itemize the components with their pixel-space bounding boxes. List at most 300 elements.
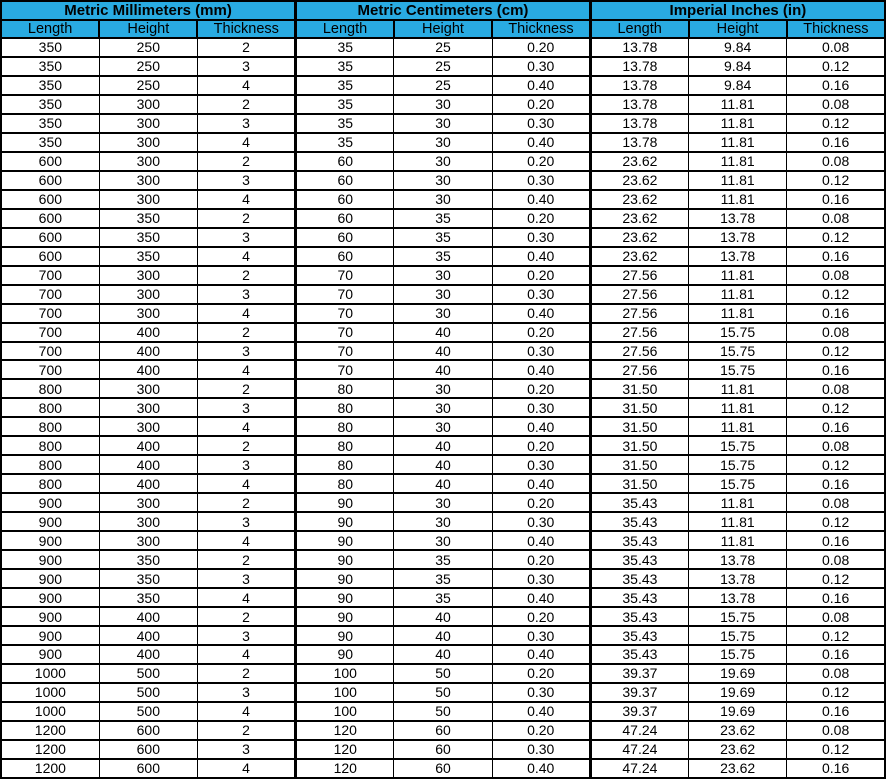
table-cell: 0.30 xyxy=(492,398,590,417)
table-cell: 600 xyxy=(1,228,99,247)
table-cell: 0.20 xyxy=(492,379,590,398)
table-cell: 23.62 xyxy=(590,171,688,190)
table-cell: 9.84 xyxy=(689,76,787,95)
table-cell: 800 xyxy=(1,398,99,417)
table-cell: 400 xyxy=(99,323,197,342)
table-cell: 3 xyxy=(197,285,295,304)
table-cell: 80 xyxy=(296,436,394,455)
table-cell: 120 xyxy=(296,721,394,740)
table-cell: 25 xyxy=(394,76,492,95)
table-cell: 0.30 xyxy=(492,512,590,531)
table-cell: 40 xyxy=(394,626,492,645)
table-cell: 80 xyxy=(296,398,394,417)
table-cell: 1200 xyxy=(1,721,99,740)
table-cell: 15.75 xyxy=(689,360,787,379)
table-cell: 800 xyxy=(1,474,99,493)
table-cell: 40 xyxy=(394,323,492,342)
table-cell: 25 xyxy=(394,57,492,76)
table-cell: 11.81 xyxy=(689,417,787,436)
table-cell: 0.30 xyxy=(492,228,590,247)
table-cell: 0.16 xyxy=(787,133,885,152)
table-cell: 13.78 xyxy=(590,57,688,76)
table-cell: 0.08 xyxy=(787,493,885,512)
table-cell: 300 xyxy=(99,171,197,190)
table-cell: 60 xyxy=(394,740,492,759)
table-cell: 350 xyxy=(1,133,99,152)
table-cell: 23.62 xyxy=(689,740,787,759)
table-cell: 3 xyxy=(197,569,295,588)
table-cell: 0.30 xyxy=(492,171,590,190)
table-cell: 60 xyxy=(296,209,394,228)
table-cell: 39.37 xyxy=(590,702,688,721)
table-cell: 11.81 xyxy=(689,285,787,304)
table-cell: 11.81 xyxy=(689,304,787,323)
table-cell: 27.56 xyxy=(590,342,688,361)
table-cell: 0.30 xyxy=(492,683,590,702)
table-cell: 0.30 xyxy=(492,342,590,361)
table-header xyxy=(1,1,885,38)
table-cell: 40 xyxy=(394,607,492,626)
table-cell: 500 xyxy=(99,664,197,683)
table-cell: 0.40 xyxy=(492,247,590,266)
table-cell: 15.75 xyxy=(689,342,787,361)
table-cell: 70 xyxy=(296,323,394,342)
table-cell: 15.75 xyxy=(689,323,787,342)
table-cell: 11.81 xyxy=(689,398,787,417)
table-cell: 35.43 xyxy=(590,512,688,531)
table-cell: 90 xyxy=(296,645,394,664)
table-cell: 0.30 xyxy=(492,626,590,645)
table-cell: 0.16 xyxy=(787,702,885,721)
table-cell: 0.16 xyxy=(787,76,885,95)
table-cell: 70 xyxy=(296,285,394,304)
column-header-in-length: Length xyxy=(590,20,688,38)
table-cell: 0.12 xyxy=(787,228,885,247)
table-cell: 400 xyxy=(99,436,197,455)
table-cell: 0.40 xyxy=(492,417,590,436)
table-cell: 0.16 xyxy=(787,247,885,266)
table-cell: 13.78 xyxy=(689,209,787,228)
table-cell: 0.30 xyxy=(492,455,590,474)
table-cell: 23.62 xyxy=(590,152,688,171)
table-row xyxy=(1,436,885,455)
table-cell: 0.16 xyxy=(787,531,885,550)
table-cell: 4 xyxy=(197,76,295,95)
table-cell: 2 xyxy=(197,95,295,114)
table-cell: 0.08 xyxy=(787,550,885,569)
table-cell: 0.40 xyxy=(492,645,590,664)
table-cell: 500 xyxy=(99,683,197,702)
table-cell: 4 xyxy=(197,474,295,493)
table-cell: 15.75 xyxy=(689,626,787,645)
table-cell: 0.16 xyxy=(787,190,885,209)
table-cell: 39.37 xyxy=(590,683,688,702)
table-cell: 23.62 xyxy=(590,228,688,247)
table-cell: 900 xyxy=(1,645,99,664)
column-header-in-height: Height xyxy=(689,20,787,38)
table-row xyxy=(1,702,885,721)
table-cell: 2 xyxy=(197,323,295,342)
table-cell: 4 xyxy=(197,247,295,266)
column-header-row xyxy=(1,20,885,38)
table-cell: 0.20 xyxy=(492,436,590,455)
table-cell: 60 xyxy=(296,247,394,266)
table-cell: 11.81 xyxy=(689,493,787,512)
table-cell: 35.43 xyxy=(590,569,688,588)
table-cell: 3 xyxy=(197,455,295,474)
table-cell: 35.43 xyxy=(590,493,688,512)
table-cell: 2 xyxy=(197,664,295,683)
table-cell: 250 xyxy=(99,38,197,57)
table-cell: 350 xyxy=(99,209,197,228)
table-cell: 9.84 xyxy=(689,38,787,57)
table-cell: 35 xyxy=(394,569,492,588)
table-cell: 35.43 xyxy=(590,550,688,569)
table-cell: 30 xyxy=(394,512,492,531)
table-cell: 2 xyxy=(197,209,295,228)
table-cell: 400 xyxy=(99,626,197,645)
table-cell: 700 xyxy=(1,285,99,304)
table-cell: 100 xyxy=(296,664,394,683)
table-row xyxy=(1,645,885,664)
table-cell: 0.12 xyxy=(787,171,885,190)
table-cell: 80 xyxy=(296,474,394,493)
table-cell: 300 xyxy=(99,531,197,550)
column-header-mm-length: Length xyxy=(1,20,99,38)
table-row xyxy=(1,342,885,361)
table-cell: 400 xyxy=(99,607,197,626)
table-cell: 350 xyxy=(99,569,197,588)
table-cell: 4 xyxy=(197,417,295,436)
table-cell: 700 xyxy=(1,304,99,323)
table-cell: 3 xyxy=(197,683,295,702)
table-cell: 0.20 xyxy=(492,721,590,740)
table-cell: 2 xyxy=(197,379,295,398)
table-cell: 70 xyxy=(296,342,394,361)
table-cell: 0.16 xyxy=(787,588,885,607)
table-cell: 90 xyxy=(296,626,394,645)
table-body xyxy=(1,38,885,778)
table-cell: 120 xyxy=(296,740,394,759)
table-cell: 90 xyxy=(296,550,394,569)
table-cell: 3 xyxy=(197,114,295,133)
table-cell: 350 xyxy=(1,114,99,133)
table-cell: 40 xyxy=(394,474,492,493)
table-cell: 300 xyxy=(99,266,197,285)
table-cell: 11.81 xyxy=(689,190,787,209)
table-cell: 0.08 xyxy=(787,607,885,626)
table-row xyxy=(1,398,885,417)
table-cell: 23.62 xyxy=(689,721,787,740)
table-cell: 0.12 xyxy=(787,683,885,702)
table-cell: 0.12 xyxy=(787,342,885,361)
table-cell: 30 xyxy=(394,379,492,398)
table-cell: 11.81 xyxy=(689,114,787,133)
table-row xyxy=(1,76,885,95)
table-cell: 0.08 xyxy=(787,266,885,285)
table-cell: 50 xyxy=(394,702,492,721)
table-row xyxy=(1,171,885,190)
table-row xyxy=(1,740,885,759)
table-cell: 0.12 xyxy=(787,569,885,588)
table-row xyxy=(1,152,885,171)
table-row xyxy=(1,588,885,607)
table-cell: 500 xyxy=(99,702,197,721)
column-header-in-thickness: Thickness xyxy=(787,20,885,38)
table-cell: 0.40 xyxy=(492,133,590,152)
table-row xyxy=(1,550,885,569)
table-row xyxy=(1,455,885,474)
table-cell: 35 xyxy=(296,76,394,95)
table-cell: 0.20 xyxy=(492,664,590,683)
table-cell: 3 xyxy=(197,228,295,247)
table-cell: 11.81 xyxy=(689,266,787,285)
table-cell: 0.08 xyxy=(787,664,885,683)
table-cell: 0.20 xyxy=(492,38,590,57)
table-cell: 0.16 xyxy=(787,759,885,778)
table-row xyxy=(1,133,885,152)
table-cell: 13.78 xyxy=(590,133,688,152)
table-cell: 4 xyxy=(197,645,295,664)
table-cell: 900 xyxy=(1,512,99,531)
table-cell: 600 xyxy=(99,740,197,759)
table-cell: 70 xyxy=(296,266,394,285)
table-cell: 4 xyxy=(197,702,295,721)
table-cell: 300 xyxy=(99,190,197,209)
table-cell: 47.24 xyxy=(590,721,688,740)
table-cell: 0.08 xyxy=(787,379,885,398)
table-cell: 19.69 xyxy=(689,683,787,702)
table-cell: 19.69 xyxy=(689,664,787,683)
table-row xyxy=(1,304,885,323)
section-title-metric-cm: Metric Centimeters (cm) xyxy=(296,1,591,20)
table-row xyxy=(1,531,885,550)
table-cell: 2 xyxy=(197,266,295,285)
table-cell: 35 xyxy=(394,588,492,607)
table-cell: 0.30 xyxy=(492,285,590,304)
table-cell: 900 xyxy=(1,607,99,626)
table-row xyxy=(1,493,885,512)
table-cell: 11.81 xyxy=(689,95,787,114)
table-cell: 300 xyxy=(99,493,197,512)
table-cell: 11.81 xyxy=(689,379,787,398)
table-cell: 0.12 xyxy=(787,455,885,474)
table-cell: 900 xyxy=(1,626,99,645)
table-cell: 4 xyxy=(197,759,295,778)
table-cell: 30 xyxy=(394,493,492,512)
table-cell: 27.56 xyxy=(590,360,688,379)
table-row xyxy=(1,190,885,209)
table-cell: 400 xyxy=(99,360,197,379)
table-cell: 0.08 xyxy=(787,721,885,740)
table-cell: 700 xyxy=(1,266,99,285)
table-row xyxy=(1,360,885,379)
table-cell: 35 xyxy=(296,95,394,114)
table-cell: 3 xyxy=(197,171,295,190)
table-cell: 35 xyxy=(296,133,394,152)
table-cell: 2 xyxy=(197,550,295,569)
table-cell: 13.78 xyxy=(689,588,787,607)
table-cell: 31.50 xyxy=(590,417,688,436)
table-row xyxy=(1,379,885,398)
table-cell: 120 xyxy=(296,759,394,778)
table-cell: 0.08 xyxy=(787,209,885,228)
table-cell: 35.43 xyxy=(590,645,688,664)
table-cell: 13.78 xyxy=(590,114,688,133)
table-cell: 30 xyxy=(394,417,492,436)
table-cell: 2 xyxy=(197,607,295,626)
section-title-metric-mm: Metric Millimeters (mm) xyxy=(1,1,296,20)
table-cell: 350 xyxy=(99,228,197,247)
table-row xyxy=(1,95,885,114)
table-cell: 90 xyxy=(296,607,394,626)
table-cell: 300 xyxy=(99,398,197,417)
table-cell: 350 xyxy=(1,57,99,76)
table-cell: 47.24 xyxy=(590,740,688,759)
table-cell: 90 xyxy=(296,531,394,550)
section-title-row xyxy=(1,1,885,20)
table-cell: 0.12 xyxy=(787,114,885,133)
table-cell: 15.75 xyxy=(689,455,787,474)
table-cell: 1000 xyxy=(1,683,99,702)
table-cell: 0.20 xyxy=(492,493,590,512)
table-cell: 0.20 xyxy=(492,550,590,569)
column-header-cm-length: Length xyxy=(296,20,394,38)
table-cell: 600 xyxy=(1,209,99,228)
table-cell: 0.20 xyxy=(492,209,590,228)
table-cell: 2 xyxy=(197,152,295,171)
table-cell: 2 xyxy=(197,721,295,740)
table-cell: 4 xyxy=(197,304,295,323)
table-row xyxy=(1,285,885,304)
table-cell: 600 xyxy=(99,721,197,740)
table-cell: 0.16 xyxy=(787,360,885,379)
table-cell: 0.20 xyxy=(492,266,590,285)
table-cell: 13.78 xyxy=(590,76,688,95)
table-cell: 4 xyxy=(197,190,295,209)
table-cell: 30 xyxy=(394,190,492,209)
table-row xyxy=(1,664,885,683)
column-header-mm-height: Height xyxy=(99,20,197,38)
table-cell: 0.40 xyxy=(492,474,590,493)
table-cell: 90 xyxy=(296,588,394,607)
table-cell: 0.40 xyxy=(492,76,590,95)
table-cell: 1000 xyxy=(1,702,99,721)
table-cell: 30 xyxy=(394,531,492,550)
table-cell: 0.12 xyxy=(787,57,885,76)
table-cell: 700 xyxy=(1,323,99,342)
table-cell: 300 xyxy=(99,379,197,398)
table-row xyxy=(1,683,885,702)
table-cell: 15.75 xyxy=(689,436,787,455)
table-cell: 4 xyxy=(197,133,295,152)
column-header-mm-thickness: Thickness xyxy=(197,20,295,38)
table-cell: 800 xyxy=(1,436,99,455)
table-cell: 300 xyxy=(99,512,197,531)
table-cell: 35 xyxy=(394,209,492,228)
table-cell: 35 xyxy=(394,247,492,266)
table-cell: 900 xyxy=(1,588,99,607)
table-cell: 600 xyxy=(1,247,99,266)
table-cell: 0.40 xyxy=(492,190,590,209)
table-cell: 23.62 xyxy=(590,209,688,228)
table-cell: 23.62 xyxy=(590,247,688,266)
table-cell: 0.12 xyxy=(787,740,885,759)
table-cell: 3 xyxy=(197,57,295,76)
table-cell: 60 xyxy=(394,721,492,740)
table-cell: 80 xyxy=(296,417,394,436)
table-cell: 40 xyxy=(394,436,492,455)
table-cell: 30 xyxy=(394,171,492,190)
table-cell: 27.56 xyxy=(590,266,688,285)
table-cell: 35.43 xyxy=(590,626,688,645)
table-cell: 300 xyxy=(99,133,197,152)
table-cell: 350 xyxy=(1,95,99,114)
table-cell: 39.37 xyxy=(590,664,688,683)
table-row xyxy=(1,38,885,57)
table-cell: 1000 xyxy=(1,664,99,683)
table-cell: 3 xyxy=(197,512,295,531)
table-cell: 3 xyxy=(197,398,295,417)
table-cell: 30 xyxy=(394,304,492,323)
table-cell: 11.81 xyxy=(689,133,787,152)
table-row xyxy=(1,323,885,342)
table-cell: 900 xyxy=(1,531,99,550)
table-cell: 23.62 xyxy=(590,190,688,209)
table-cell: 600 xyxy=(99,759,197,778)
table-cell: 11.81 xyxy=(689,152,787,171)
table-cell: 0.40 xyxy=(492,759,590,778)
table-cell: 50 xyxy=(394,664,492,683)
table-cell: 27.56 xyxy=(590,323,688,342)
table-cell: 0.40 xyxy=(492,360,590,379)
table-row xyxy=(1,474,885,493)
table-cell: 0.16 xyxy=(787,645,885,664)
table-cell: 900 xyxy=(1,493,99,512)
table-cell: 400 xyxy=(99,342,197,361)
table-cell: 0.30 xyxy=(492,57,590,76)
table-cell: 0.40 xyxy=(492,702,590,721)
table-cell: 30 xyxy=(394,152,492,171)
table-cell: 1200 xyxy=(1,759,99,778)
table-cell: 13.78 xyxy=(689,569,787,588)
table-cell: 13.78 xyxy=(689,228,787,247)
table-cell: 35 xyxy=(394,550,492,569)
table-cell: 35 xyxy=(296,38,394,57)
table-row xyxy=(1,512,885,531)
table-cell: 0.30 xyxy=(492,569,590,588)
table-cell: 400 xyxy=(99,455,197,474)
table-cell: 15.75 xyxy=(689,474,787,493)
table-cell: 0.08 xyxy=(787,436,885,455)
table-cell: 23.62 xyxy=(689,759,787,778)
table-cell: 90 xyxy=(296,493,394,512)
table-cell: 31.50 xyxy=(590,398,688,417)
section-title-imperial-in: Imperial Inches (in) xyxy=(590,1,885,20)
table-cell: 600 xyxy=(1,190,99,209)
table-cell: 31.50 xyxy=(590,436,688,455)
table-cell: 80 xyxy=(296,379,394,398)
table-cell: 600 xyxy=(1,152,99,171)
table-cell: 13.78 xyxy=(590,38,688,57)
table-cell: 400 xyxy=(99,474,197,493)
table-cell: 350 xyxy=(1,76,99,95)
table-cell: 35.43 xyxy=(590,607,688,626)
table-cell: 700 xyxy=(1,342,99,361)
table-cell: 60 xyxy=(296,228,394,247)
table-cell: 19.69 xyxy=(689,702,787,721)
table-row xyxy=(1,607,885,626)
